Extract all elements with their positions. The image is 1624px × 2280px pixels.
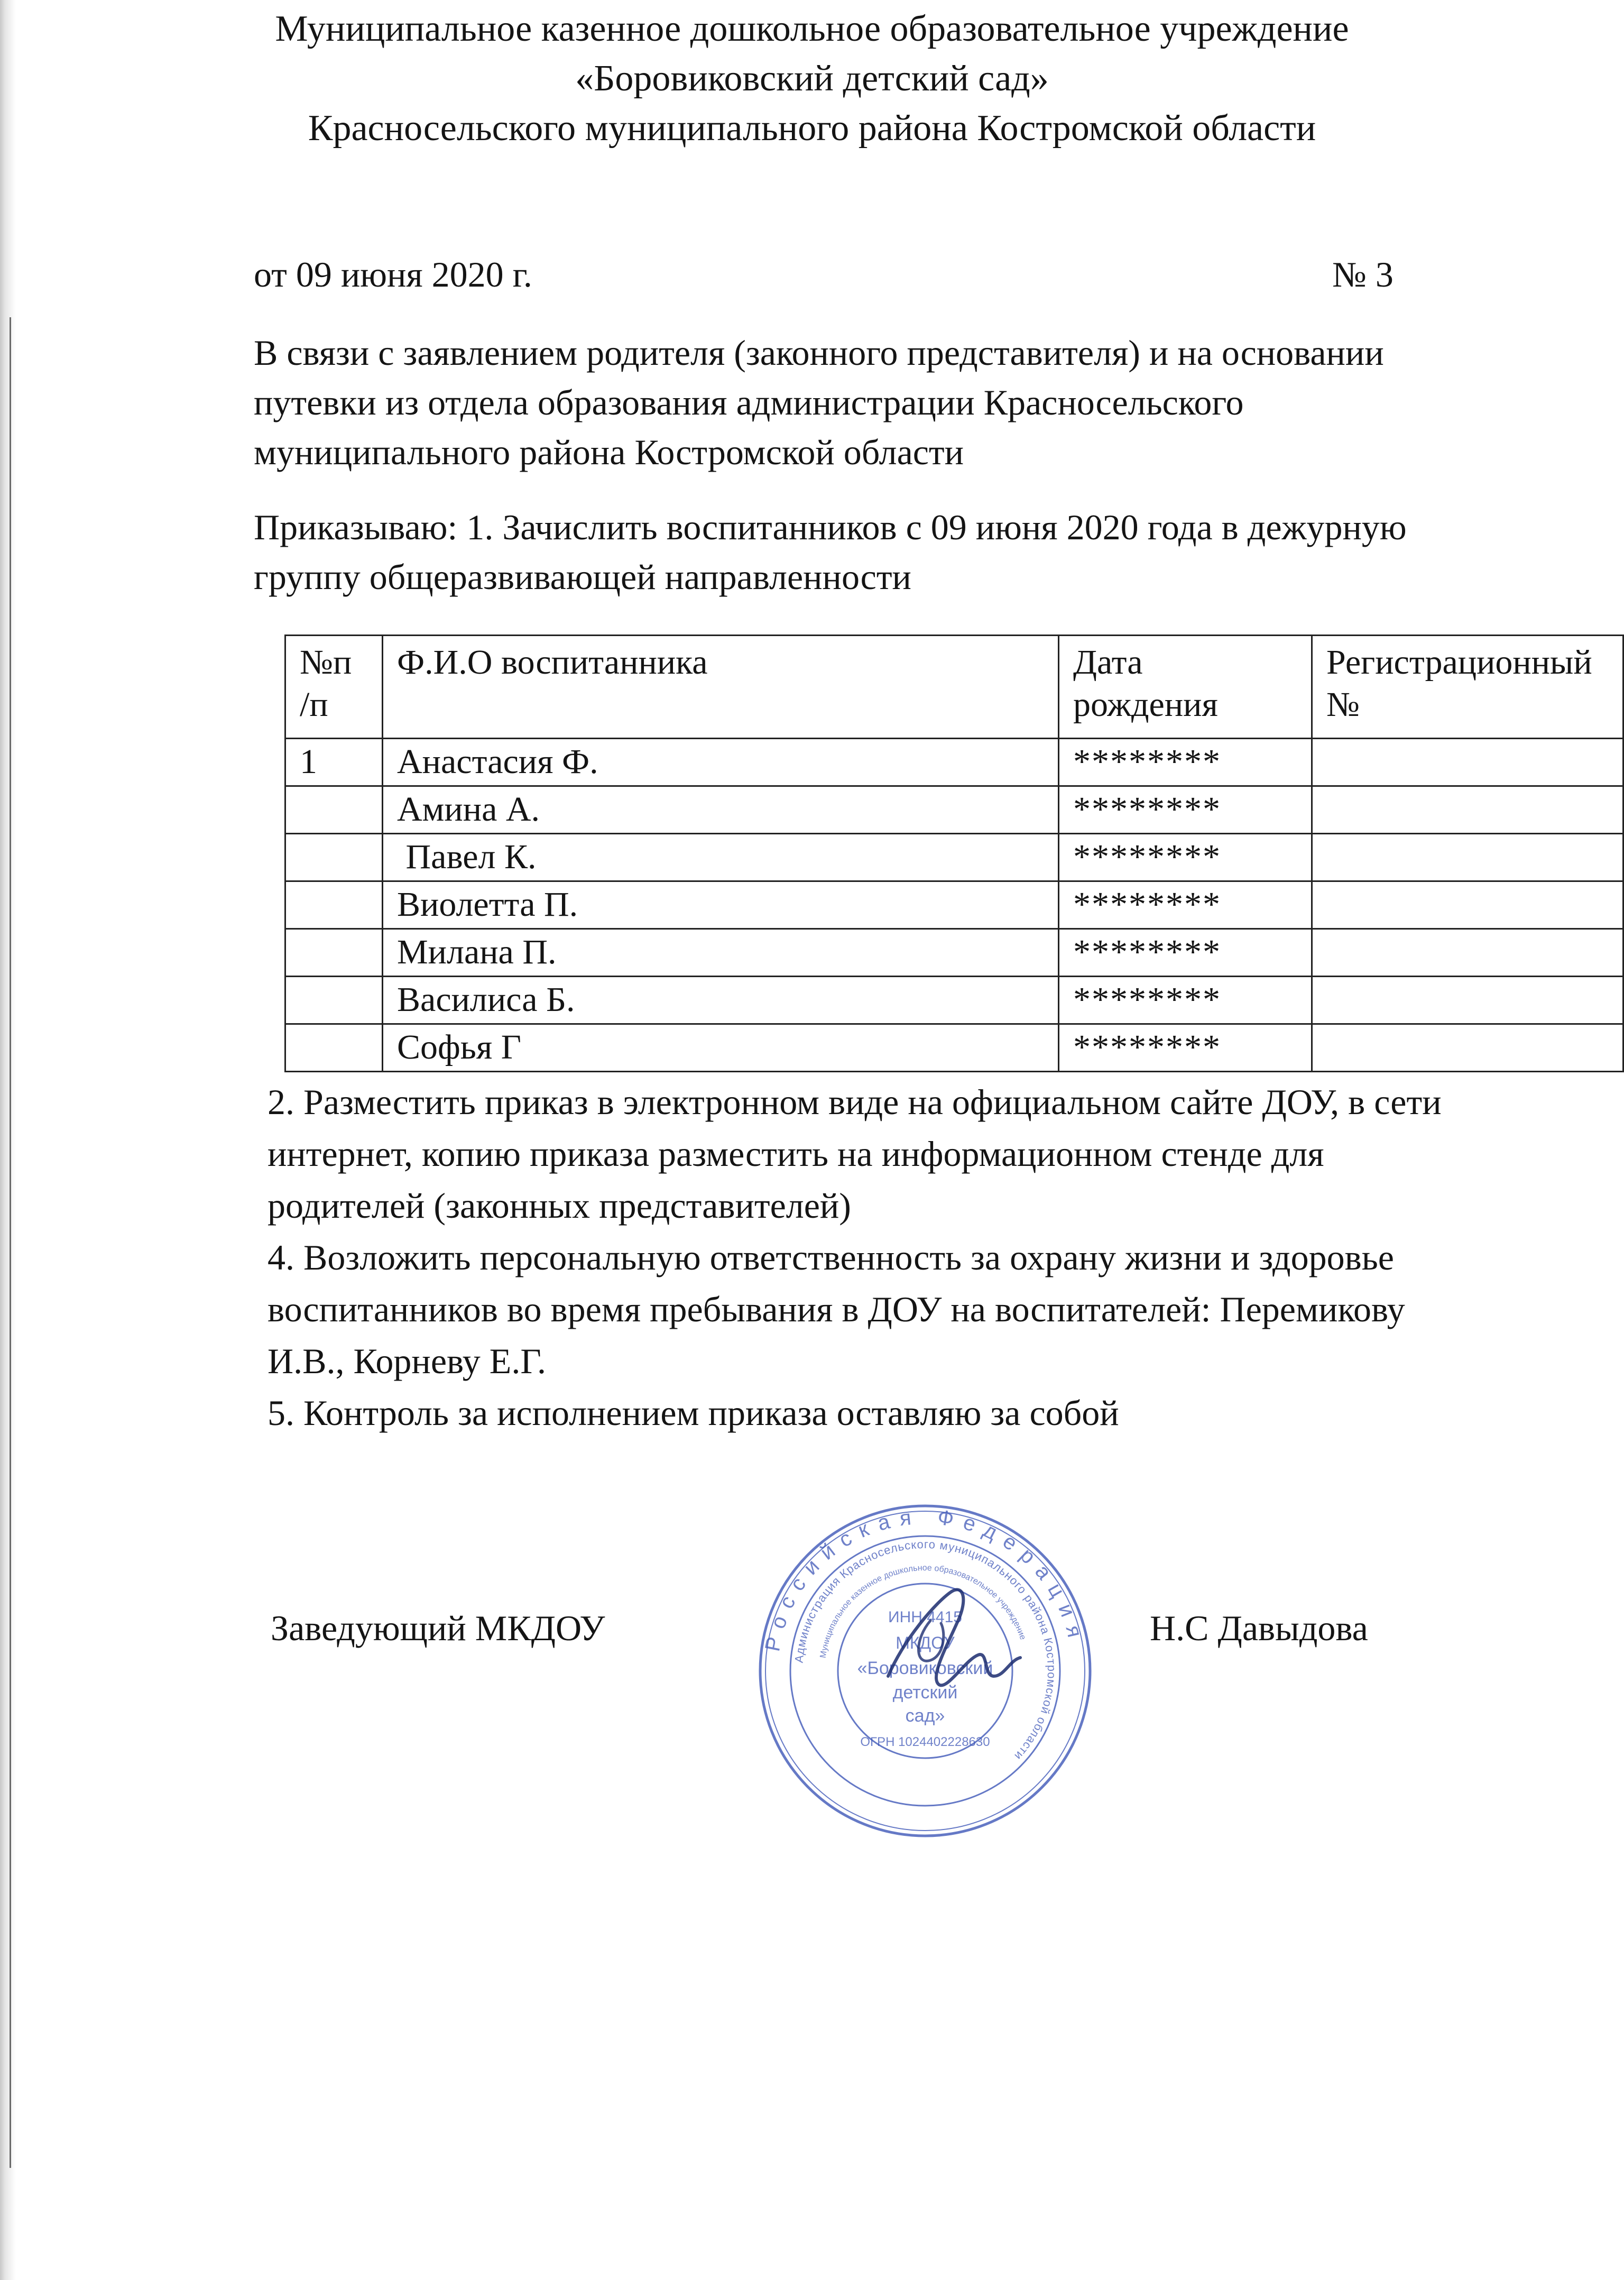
row-number — [285, 977, 383, 1024]
birth-date: ******** — [1059, 929, 1312, 977]
directive-line-1: Приказываю: 1. Зачислить воспитанников с 09 июня 2020 года в дежурную — [254, 507, 1407, 547]
header-name: Ф.И.О воспитанника — [383, 636, 1059, 739]
student-name: Милана П. — [383, 929, 1059, 977]
directive-line-2: группу общеразвивающей направленности — [254, 557, 911, 597]
birth-date: ******** — [1059, 739, 1312, 786]
birth-date: ******** — [1059, 977, 1312, 1024]
table-row — [285, 1024, 1623, 1072]
item-5: 5. Контроль за исполнением приказа оставляю за собой — [267, 1393, 1119, 1433]
student-name: Амина А. — [383, 786, 1059, 834]
row-number — [285, 786, 383, 834]
table-row — [285, 929, 1623, 977]
student-name: Софья Г — [383, 1024, 1059, 1072]
scan-edge-line — [10, 317, 11, 2168]
registration-number — [1312, 739, 1623, 786]
directive-paragraph — [254, 502, 1407, 602]
item-4-line-1: 4. Возложить персональную ответственность за охрану жизни и здоровье — [267, 1237, 1394, 1277]
item-2-line-1: 2. Разместить приказ в электронном виде на официальном сайте ДОУ, в сети — [267, 1082, 1442, 1122]
registration-number — [1312, 881, 1623, 929]
registration-number — [1312, 977, 1623, 1024]
header-birth-line-1: Дата — [1073, 643, 1143, 682]
item-2-line-2: интернет, копию приказа разместить на информационном стенде для — [267, 1134, 1324, 1174]
birth-date: ******** — [1059, 881, 1312, 929]
table-header-row — [285, 636, 1623, 739]
row-number — [285, 1024, 383, 1072]
stamp-center-line-3: детский — [892, 1683, 958, 1703]
item-4-line-3: И.В., Корневу Е.Г. — [267, 1341, 546, 1381]
header-line-1: Муниципальное казенное дошкольное образовательное учреждение — [275, 8, 1349, 49]
row-number: 1 — [285, 739, 383, 786]
registration-number — [1312, 834, 1623, 881]
birth-date: ******** — [1059, 786, 1312, 834]
table-row — [285, 786, 1623, 834]
order-number: № 3 — [1332, 254, 1394, 295]
header-registration-line-1: Регистрационный — [1326, 643, 1592, 682]
header-line-3: Красносельского муниципального района Костромской области — [308, 108, 1316, 149]
stamp-ogrn: ОГРН 1024402228630 — [860, 1735, 990, 1749]
order-date: от 09 июня 2020 г. — [254, 254, 532, 295]
stamp-center-line-2: «Боровиковский — [857, 1658, 993, 1678]
header-registration-line-2: № — [1326, 685, 1360, 724]
signatory-title: Заведующий МКДОУ — [271, 1608, 605, 1648]
registration-number — [1312, 929, 1623, 977]
header-number-line-1: №п — [300, 643, 352, 682]
table-row — [285, 739, 1623, 786]
registration-number — [1312, 1024, 1623, 1072]
basis-line-1: В связи с заявлением родителя (законного представителя) и на основании — [254, 333, 1384, 373]
header-registration — [1312, 636, 1623, 739]
official-stamp — [756, 1502, 1094, 1840]
stamp-center-line-4: сад» — [905, 1706, 945, 1726]
student-name: Виолетта П. — [383, 881, 1059, 929]
header-line-2: «Боровиковский детский сад» — [575, 58, 1049, 99]
signatory-name: Н.С Давыдова — [1150, 1608, 1368, 1648]
header-number-line-2: /п — [300, 685, 328, 724]
table-row — [285, 881, 1623, 929]
basis-line-3: муниципального района Костромской области — [254, 432, 964, 472]
item-2-line-3: родителей (законных представителей) — [267, 1185, 851, 1226]
table-row — [285, 834, 1623, 881]
stamp-center-line-1: МКДОУ — [896, 1633, 955, 1652]
birth-date: ******** — [1059, 1024, 1312, 1072]
header-birth-date — [1059, 636, 1312, 739]
row-number — [285, 929, 383, 977]
institution-header — [0, 4, 1624, 153]
basis-line-2: путевки из отдела образования администрации Красносельского — [254, 382, 1244, 422]
row-number — [285, 834, 383, 881]
table-row — [285, 977, 1623, 1024]
student-name: Василиса Б. — [383, 977, 1059, 1024]
row-number — [285, 881, 383, 929]
students-table — [284, 635, 1624, 1072]
basis-paragraph — [254, 328, 1384, 477]
student-name: Анастасия Ф. — [383, 739, 1059, 786]
registration-number — [1312, 786, 1623, 834]
item-4-line-2: воспитанников во время пребывания в ДОУ на воспитателей: Перемикову — [267, 1289, 1405, 1329]
student-name: Павел К. — [383, 834, 1059, 881]
header-birth-line-2: рождения — [1073, 685, 1218, 724]
birth-date: ******** — [1059, 834, 1312, 881]
order-items — [267, 1076, 1442, 1439]
stamp-inn: ИНН 4415 — [888, 1608, 962, 1626]
stamp-outer-text: Российская Федерация — [761, 1505, 1089, 1653]
stamp-ring-text: Администрация Красносельского муниципального района Костромской области — [792, 1537, 1059, 1763]
stamp-inner-ring-text: Муниципальное казенное дошкольное образовательное учреждение — [818, 1563, 1028, 1659]
header-number — [285, 636, 383, 739]
